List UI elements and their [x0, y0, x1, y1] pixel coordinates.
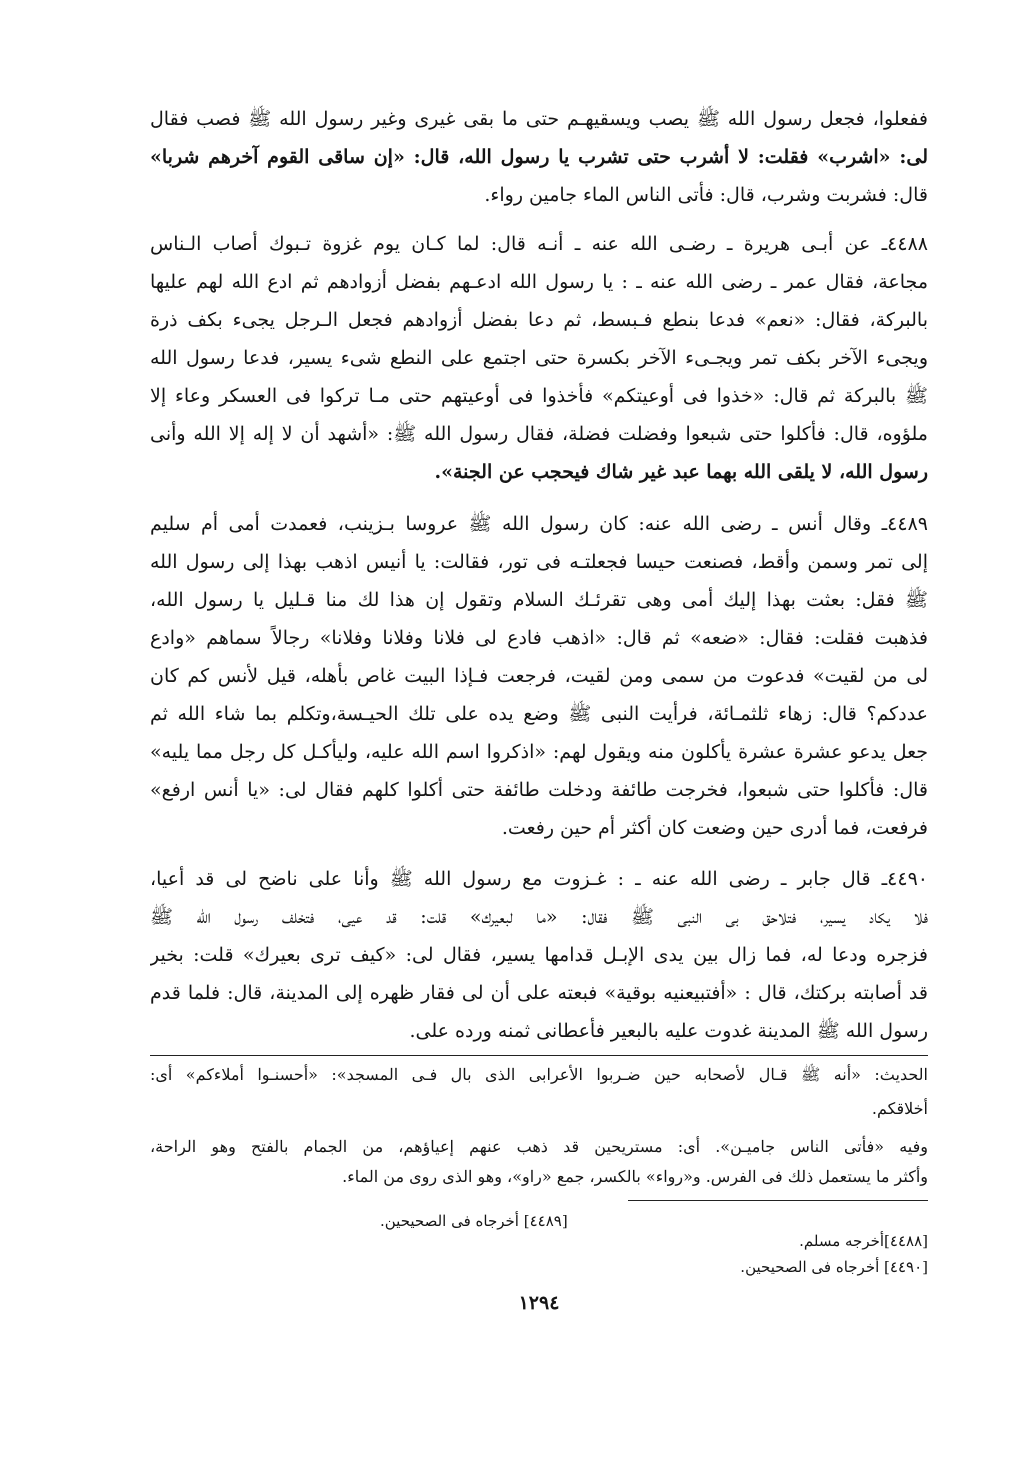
hadith-4489-line: جعل يدعو عشرة عشرة يأكلون منه ويقول لهم: «اذكروا اسم الله عليه، وليأكـل كل رجل مما يليه» [150, 741, 928, 763]
ref-4488: [٤٤٨٨]أخرجه مسلم. [799, 1232, 928, 1250]
hadith-4490-line: ٤٤٩٠ـ قال جابر ـ رضى الله عنه ـ : غـزوت مع رسول الله ﷺ وأنا على ناضح لى قد أعيا، [150, 868, 928, 890]
hadith-4490-line: فزجره ودعا له، فما زال بين يدى الإبـل قدامها يسير، فقال لى: «كيف ترى بعيرك» قلت: بخير [150, 944, 928, 966]
hadith-4488-line: ٤٤٨٨ـ عن أبـى هريرة ـ رضـى الله عنه ـ أنـه قال: لما كـان يوم غزوة تـبوك أصاب الـناس [150, 233, 928, 255]
hadith-4489-line: إلى تمر وسمن وأقط، فصنعت حيسا فجعلتـه فى تور، فقالت: يا أنيس اذهب بهذا إلى رسول الله [150, 551, 928, 573]
hadith-4489-line: فذهبت فقلت: فقال: «ضعه» ثم قال: «اذهب فادع لى فلانا وفلانا وفلانا» رجالاً سماهم «وادع [150, 627, 928, 649]
note-line: وفيه «فأتى الناس جاميـن». أى: مستريحين قد ذهب عنهم إعياؤهم، من الجمام بالفتح وهو الراحة، [150, 1137, 928, 1156]
note-line: أخلاقكم. [871, 1099, 928, 1118]
note-line: وأكثر ما يستعمل ذلك فى الفرس. و«رواء» بالكسر، جمع «راو»، وهو الذى روى من الماء. [342, 1167, 928, 1186]
text-line: قال: فشربت وشرب، قال: فأتى الناس الماء جامين رواء. [484, 184, 928, 206]
hadith-4489-line: عددكم؟ قال: زهاء ثلثمـائة، فرأيت النبى ﷺ وضع يده على تلك الحيـسة،وتكلم بما شاء الله ثم [150, 703, 928, 725]
hadith-4490-line: رسول الله ﷺ المدينة غدوت عليه بالبعير فأعطانى ثمنه ورده على. [409, 1020, 928, 1042]
ref-4489: [٤٤٨٩] أخرجاه فى الصحيحين. [380, 1212, 568, 1230]
notes-divider [150, 1055, 928, 1056]
hadith-4488-line: رسول الله، لا يلقى الله بهما عبد غير شاك فيحجب عن الجنة». [434, 461, 928, 483]
hadith-4488-line: بالبركة، فقال: «نعم» فدعا بنطع فـبسط، ثم دعا بفضل أزوادهم فجعل الـرجل يجىء بكف ذرة [150, 309, 928, 331]
hadith-4488-line: ويجىء الآخر بكف تمر ويجـىء الآخر بكسرة حتى اجتمع على النطع شىء يسير، فدعا رسول الله [150, 347, 928, 369]
hadith-4490-line: فلا يكاد يسير، فتلاحق بى النبى ﷺ فقال: «ما لبعيرك» قلت: قد عيى، فتخلف رسول الله ﷺ [150, 906, 928, 928]
hadith-4490-line: قد أصابته بركتك، قال : «أفتبيعنيه بوقية» فبعته على أن لى فقار ظهره إلى المدينة، قال: فلما قدم [150, 982, 928, 1004]
text-line: لى: «اشرب» فقلت: لا أشرب حتى تشرب يا رسول الله، قال: «إن ساقى القوم آخرهم شربا» [150, 146, 928, 168]
book-page [150, 80, 928, 1314]
hadith-4488-line: ﷺ بالبركة ثم قال: «خذوا فى أوعيتكم» فأخذوا فى أوعيتهم حتى مـا تركوا فى العسكر وعاء إلا [150, 385, 928, 407]
page-number: ١٢٩٤ [518, 1292, 560, 1314]
ref-4490: [٤٤٩٠] أخرجاه فى الصحيحين. [740, 1258, 928, 1276]
hadith-4489-line: لى من لقيت» فدعوت من سمى ومن لقيت، فرجعت فـإذا البيت غاص بأهله، قيل لأنس كم كان [150, 665, 928, 687]
hadith-4489-line: فرفعت، فما أدرى حين وضعت كان أكثر أم حين رفعت. [501, 817, 928, 839]
hadith-4488-line: ملؤوه، قال: فأكلوا حتى شبعوا وفضلت فضلة، فقال رسول الله ﷺ: «أشهد أن لا إله إلا الله وأنى [150, 423, 928, 445]
hadith-4489-line: ٤٤٨٩ـ وقال أنس ـ رضى الله عنه: كان رسول الله ﷺ عروسا بـزينب، فعمدت أمى أم سليم [150, 513, 928, 535]
hadith-4489-line: قال: فأكلوا حتى شبعوا، فخرجت طائفة ودخلت طائفة حتى أكلوا كلهم فقال لى: «يا أنس ارفع» [150, 779, 928, 801]
note-line: الحديث: «أنه ﷺ قـال لأصحابه حين ضـربوا الأعرابى الذى بال فـى المسجد»: «أحسنـوا أملاءكم» أى: [150, 1065, 928, 1084]
hadith-4488-line: مجاعة، فقال عمر ـ رضى الله عنه ـ : يا رسول الله ادعـهم بفضل أزوادهم ثم ادع الله لهم عليها [150, 271, 928, 293]
refs-divider [628, 1200, 928, 1201]
text-line: ففعلوا، فجعل رسول الله ﷺ يصب ويسقيهـم حتى ما بقى غيرى وغير رسول الله ﷺ فصب فقال [150, 108, 928, 130]
hadith-4489-line: ﷺ فقل: بعثت بهذا إليك أمى وهى تقرئـك السلام وتقول إن هذا لك منا قـليل يا رسول الله، [150, 589, 928, 611]
